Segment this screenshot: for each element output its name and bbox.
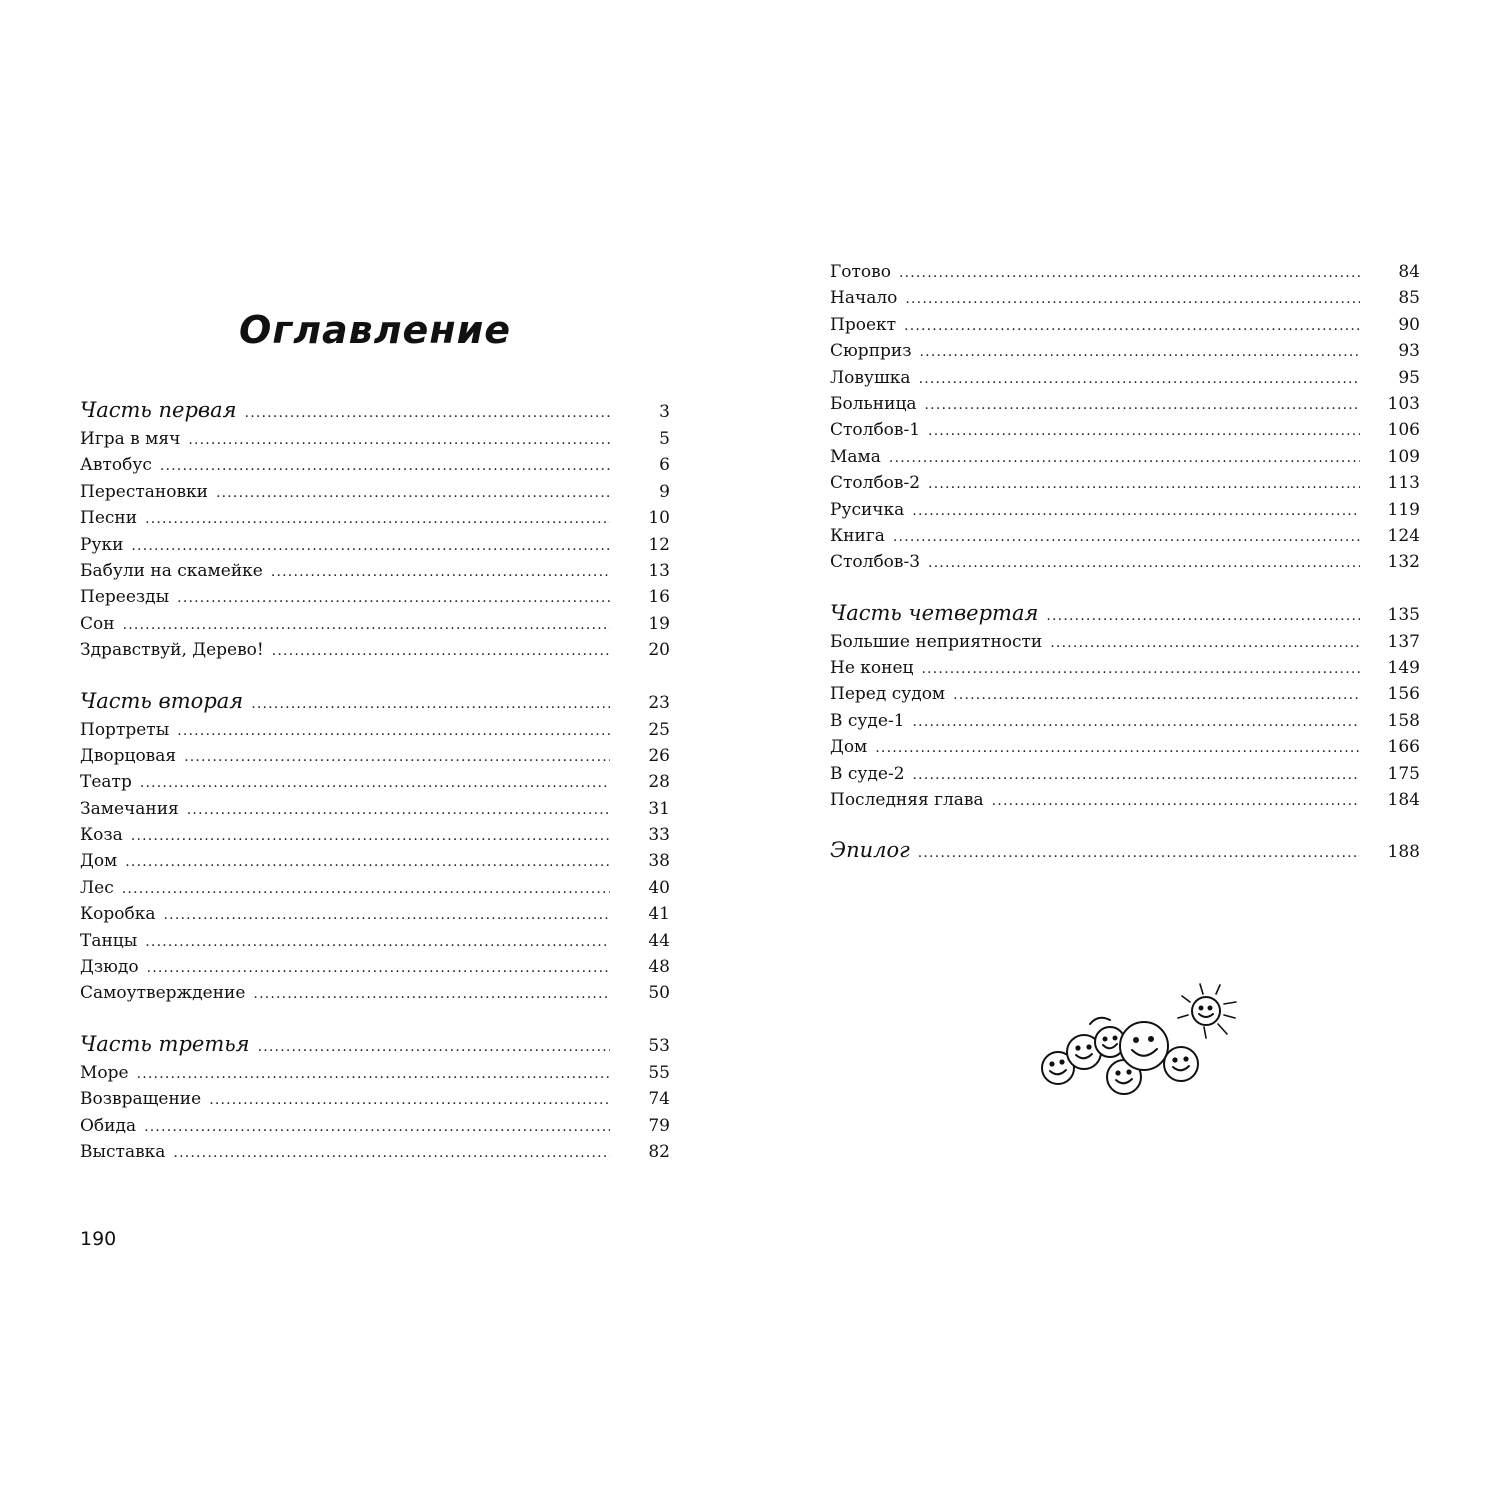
toc-part-heading[interactable] [830, 835, 1420, 866]
toc-entry[interactable] [830, 655, 1420, 681]
toc-entry[interactable] [830, 285, 1420, 311]
toc-page-number: 84 [1398, 262, 1420, 282]
dot-leader [145, 506, 610, 532]
toc-page-number: 166 [1387, 737, 1420, 758]
toc-part-label: Часть третья [80, 1031, 250, 1056]
toc-entry-label: Столбов-3 [830, 552, 921, 573]
toc-entry-label: Игра в мяч [80, 429, 181, 449]
dot-leader [177, 585, 610, 611]
toc-page-number: 135 [1387, 604, 1420, 625]
toc-part-label: Часть вторая [80, 688, 244, 713]
toc-entry[interactable] [830, 549, 1420, 575]
dot-leader [928, 471, 1360, 497]
toc-page-number: 113 [1387, 473, 1420, 494]
toc-entry[interactable] [830, 444, 1420, 470]
toc-entry[interactable] [80, 611, 670, 637]
dot-leader [164, 902, 610, 928]
toc-part-label: Часть четвертая [830, 600, 1039, 625]
dot-leader [184, 744, 610, 770]
toc-page-number: 41 [648, 904, 670, 925]
toc-entry[interactable] [80, 1086, 670, 1112]
dot-leader [251, 689, 610, 720]
toc-entry-label: Лес [80, 877, 114, 898]
toc-entry[interactable] [80, 1060, 670, 1086]
toc-page-number: 109 [1387, 446, 1420, 467]
toc-entry-label: Больница [830, 393, 917, 414]
dot-leader [131, 533, 610, 559]
toc-entry[interactable] [830, 761, 1420, 787]
toc-entry[interactable] [80, 637, 670, 663]
dot-leader [913, 762, 1360, 788]
toc-entry-label: Дзюдо [80, 957, 139, 978]
toc-entry[interactable] [80, 505, 670, 531]
toc-page-number: 132 [1387, 552, 1420, 573]
toc-page-number: 90 [1398, 314, 1420, 335]
toc-page-number: 44 [648, 930, 670, 951]
dot-leader [137, 1061, 610, 1087]
toc-page-number: 106 [1387, 420, 1420, 441]
toc-entry[interactable] [830, 312, 1420, 338]
toc-entry-label: Возвращение [80, 1089, 202, 1110]
toc-entry-label: Руки [80, 534, 124, 555]
toc-entry[interactable] [80, 479, 670, 505]
toc-entry[interactable] [80, 796, 670, 822]
toc-entry-label: Сон [80, 613, 115, 634]
toc-entry-label: Столбов-2 [830, 473, 921, 494]
toc-entry[interactable] [80, 1113, 670, 1139]
toc-entry-label: Дворцовая [80, 745, 177, 766]
toc-page-number: 3 [659, 402, 670, 422]
toc-entry-label: Последняя глава [830, 790, 984, 811]
toc-entry-label: Столбов-1 [830, 420, 921, 441]
toc-page-number: 9 [659, 481, 670, 502]
dot-leader [140, 770, 610, 796]
toc-entry[interactable] [830, 523, 1420, 549]
toc-entry[interactable] [830, 365, 1420, 391]
toc-page-number: 19 [648, 613, 670, 634]
toc-entry[interactable] [830, 708, 1420, 734]
toc-entry-label: Портреты [80, 719, 170, 740]
dot-leader [928, 550, 1360, 576]
toc-entry-label: Выставка [80, 1141, 166, 1162]
toc-part-heading[interactable] [80, 395, 670, 426]
dot-leader [921, 656, 1360, 682]
toc-entry[interactable] [830, 417, 1420, 443]
toc-page-number: 31 [648, 798, 670, 819]
toc-entry-label: Проект [830, 314, 897, 335]
dot-leader [912, 498, 1360, 524]
toc-entry[interactable] [80, 954, 670, 980]
dot-leader [875, 735, 1360, 761]
page-title: Оглавление [239, 308, 511, 352]
toc-part-label: Эпилог [830, 838, 910, 863]
toc-entry[interactable] [80, 452, 670, 478]
smiley-sun-doodle-icon [1038, 982, 1243, 1097]
toc-entry-label: Дом [830, 737, 868, 758]
dot-leader [123, 612, 610, 638]
dot-leader [271, 559, 610, 585]
toc-entry[interactable] [80, 532, 670, 558]
dot-leader [147, 955, 610, 981]
toc-entry[interactable] [830, 681, 1420, 707]
toc-entry-label: Коробка [80, 904, 156, 925]
toc-page-number: 33 [648, 825, 670, 846]
toc-page-number: 93 [1398, 341, 1420, 362]
toc-entry-label: Море [80, 1062, 129, 1083]
toc-entry[interactable] [80, 584, 670, 610]
dot-leader [920, 339, 1360, 365]
toc-entry[interactable] [830, 734, 1420, 760]
toc-page-number: 5 [659, 429, 670, 449]
toc-entry-label: Русичка [830, 499, 905, 520]
toc-right-column [830, 259, 1420, 866]
dot-leader [1050, 630, 1360, 656]
toc-entry-label: Танцы [80, 930, 138, 951]
toc-entry[interactable] [80, 980, 670, 1006]
toc-entry-label: Театр [80, 772, 132, 793]
toc-entry[interactable] [80, 717, 670, 743]
toc-entry-label: Готово [830, 262, 891, 282]
toc-page-number: 20 [648, 640, 670, 661]
dot-leader [953, 682, 1360, 708]
dot-leader [125, 849, 610, 875]
toc-entry-label: Сюрприз [830, 341, 912, 362]
toc-page-number: 124 [1387, 525, 1420, 546]
toc-page-number: 26 [648, 745, 670, 766]
toc-page-number: 103 [1387, 393, 1420, 414]
toc-page-number: 156 [1387, 684, 1420, 705]
toc-page-number: 28 [648, 772, 670, 793]
toc-page-number: 158 [1387, 710, 1420, 731]
toc-entry-label: Дом [80, 851, 118, 872]
toc-page-number: 85 [1398, 288, 1420, 309]
toc-entry-label: Перед судом [830, 684, 946, 705]
dot-leader [131, 823, 610, 849]
dot-leader [122, 876, 610, 902]
toc-entry[interactable] [80, 769, 670, 795]
toc-entry-label: Не конец [830, 658, 914, 679]
dot-leader [904, 313, 1360, 339]
toc-entry-label: Большие неприятности [830, 631, 1043, 652]
toc-entry[interactable] [80, 558, 670, 584]
toc-part-heading[interactable] [830, 598, 1420, 629]
toc-entry[interactable] [80, 928, 670, 954]
toc-entry[interactable] [80, 743, 670, 769]
toc-page-number: 188 [1387, 842, 1420, 863]
toc-part-heading[interactable] [80, 686, 670, 717]
toc-part-heading[interactable] [80, 1029, 670, 1060]
toc-page-number: 74 [648, 1089, 670, 1110]
dot-leader [905, 286, 1360, 312]
toc-entry[interactable] [80, 822, 670, 848]
toc-page-number: 119 [1387, 499, 1420, 520]
toc-entry-label: Бабули на скамейке [80, 560, 263, 581]
dot-leader [253, 981, 610, 1007]
toc-page-number: 6 [659, 455, 670, 476]
dot-leader [928, 418, 1360, 444]
dot-leader [145, 929, 610, 955]
toc-entry[interactable] [80, 1139, 670, 1165]
toc-part-label: Часть первая [80, 398, 237, 422]
toc-page-number: 23 [648, 692, 670, 713]
toc-entry-label: В суде-2 [830, 763, 905, 784]
dot-leader [913, 709, 1360, 735]
toc-page-number: 48 [648, 957, 670, 978]
toc-entry-label: Замечания [80, 798, 179, 819]
toc-entry[interactable] [830, 470, 1420, 496]
toc-page-number: 53 [648, 1035, 670, 1056]
dot-leader [258, 1032, 610, 1063]
toc-entry[interactable] [830, 338, 1420, 364]
dot-leader [919, 366, 1360, 392]
dot-leader [918, 838, 1360, 869]
page-number: 190 [80, 1228, 117, 1250]
toc-entry-label: Переезды [80, 587, 170, 608]
toc-page-number: 12 [648, 534, 670, 555]
toc-entry[interactable] [830, 629, 1420, 655]
toc-page-number: 184 [1387, 790, 1420, 811]
dot-leader [893, 524, 1360, 550]
dot-leader [173, 1140, 610, 1166]
toc-entry-label: Автобус [80, 455, 152, 476]
dot-leader [245, 398, 610, 429]
toc-entry[interactable] [830, 391, 1420, 417]
dot-leader [899, 260, 1360, 286]
toc-entry[interactable] [80, 848, 670, 874]
toc-page-number: 50 [648, 983, 670, 1004]
toc-entry[interactable] [80, 875, 670, 901]
toc-page-number: 16 [648, 587, 670, 608]
toc-page-number: 79 [648, 1115, 670, 1136]
toc-page-number: 13 [648, 560, 670, 581]
toc-page-number: 38 [648, 851, 670, 872]
toc-page-number: 40 [648, 877, 670, 898]
toc-page-number: 95 [1398, 367, 1420, 388]
dot-leader [187, 797, 610, 823]
toc-page-number: 137 [1387, 631, 1420, 652]
toc-entry-label: Здравствуй, Дерево! [80, 640, 264, 661]
toc-entry[interactable] [830, 259, 1420, 285]
dot-leader [209, 1087, 610, 1113]
dot-leader [925, 392, 1360, 418]
toc-entry[interactable] [830, 497, 1420, 523]
toc-entry-label: Перестановки [80, 481, 208, 502]
toc-entry-label: Ловушка [830, 367, 911, 388]
dot-leader [272, 638, 610, 664]
toc-page-number: 175 [1387, 763, 1420, 784]
toc-entry-label: Песни [80, 508, 138, 529]
toc-page-number: 10 [648, 508, 670, 529]
toc-entry-label: Самоутверждение [80, 983, 246, 1004]
toc-entry-label: Книга [830, 525, 885, 546]
toc-page-number: 25 [648, 719, 670, 740]
toc-entry-label: Начало [830, 288, 898, 309]
dot-leader [160, 453, 610, 479]
toc-left-column [80, 395, 670, 1165]
toc-entry-label: В суде-1 [830, 710, 905, 731]
toc-page-number: 82 [648, 1141, 670, 1162]
dot-leader [144, 1114, 610, 1140]
toc-entry-label: Обида [80, 1115, 137, 1136]
dot-leader [889, 445, 1360, 471]
toc-page-number: 149 [1387, 658, 1420, 679]
toc-entry[interactable] [80, 426, 670, 452]
dot-leader [188, 427, 610, 453]
dot-leader [216, 480, 610, 506]
toc-entry-label: Мама [830, 446, 881, 467]
dot-leader [1046, 601, 1360, 632]
toc-entry-label: Коза [80, 825, 123, 846]
toc-entry[interactable] [80, 901, 670, 927]
toc-page-number: 55 [648, 1062, 670, 1083]
toc-entry[interactable] [830, 787, 1420, 813]
dot-leader [992, 788, 1360, 814]
dot-leader [177, 718, 610, 744]
